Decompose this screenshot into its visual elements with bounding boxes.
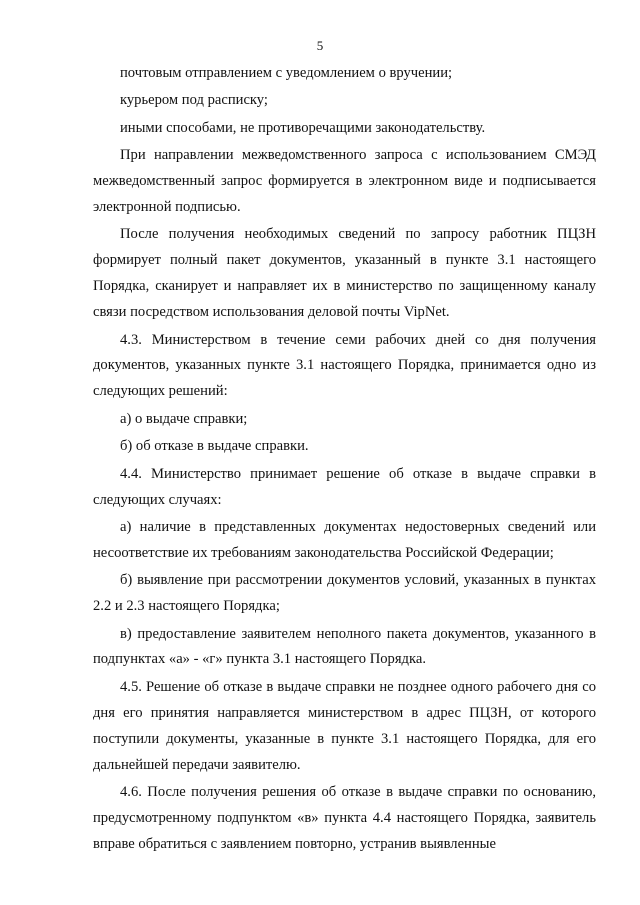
page-number: 5 (316, 38, 324, 53)
paragraph-smed-request: При направлении межведомственного запроса с использованием СМЭД межведомственный запрос формируется в электронном виде и подписывается электронной подписью. (93, 147, 596, 216)
paragraph-4-3-a: а) о выдаче справки; (120, 410, 248, 427)
paragraph-4-6: 4.6. После получения решения об отказе в выдаче справки по основанию, предусмотренному подпунктом «в» пункта 4.4 настоящего Порядка, заявитель вправе обратиться с заявлением повторно, устранив выявленные (93, 783, 596, 852)
document-body (93, 61, 596, 858)
paragraph-delivery-courier: курьером под расписку; (120, 92, 268, 109)
paragraph-4-4-a: а) наличие в представленных документах недостоверных сведений или несоответствие их требованиям законодательства Российской Федерации; (93, 518, 596, 561)
paragraph-4-4: 4.4. Министерство принимает решение об отказе в выдаче справки в следующих случаях: (93, 465, 596, 508)
paragraph-delivery-mail: почтовым отправлением с уведомлением о вручении; (120, 65, 453, 81)
paragraph-4-4-b: б) выявление при рассмотрении документов условий, указанных в пунктах 2.2 и 2.3 настоящего Порядка; (93, 572, 596, 615)
paragraph-delivery-other: иными способами, не противоречащими законодательству. (120, 119, 486, 136)
paragraph-4-4-v: в) предоставление заявителем неполного пакета документов, указанного в подпунктах «а» - «г» пункта 3.1 настоящего Порядка. (93, 625, 596, 668)
paragraph-4-3-b: б) об отказе в выдаче справки. (120, 438, 309, 455)
paragraph-pczn-package: После получения необходимых сведений по запросу работник ПЦЗН формирует полный пакет документов, указанный в пункте 3.1 настоящего Порядка, сканирует и направляет их в министерство по защищенному каналу связи посредством использования деловой почты VipNet. (93, 226, 596, 321)
paragraph-4-5: 4.5. Решение об отказе в выдаче справки не позднее одного рабочего дня со дня его принятия направляется министерством в адрес ПЦЗН, от которого поступили документы, указанные в пункте 3.1 настоящего Порядка, для его дальнейшей передачи заявителю. (93, 678, 596, 773)
paragraph-4-3: 4.3. Министерством в течение семи рабочих дней со дня получения документов, указанных пункте 3.1 настоящего Порядка, принимается одно из следующих решений: (93, 331, 596, 400)
